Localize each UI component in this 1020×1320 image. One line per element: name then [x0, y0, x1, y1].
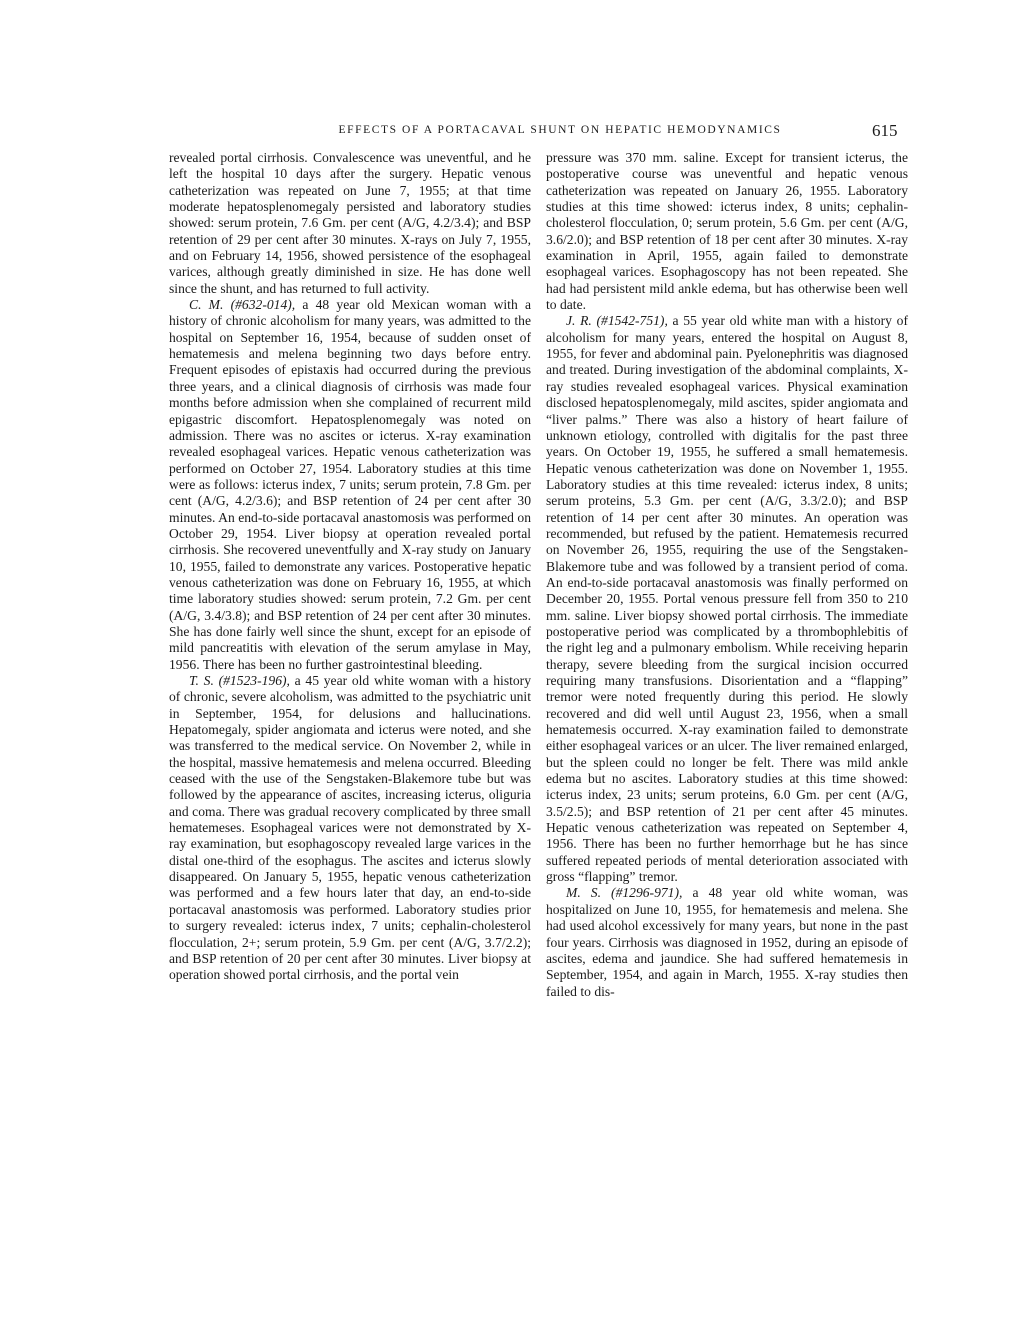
- paragraph-text: a 45 year old white woman with a history of chronic, severe alcoholism, was admitted to the psychiatric unit in September, 1954, for delusions and hallucinations. Hepatomegaly, spider angiomata and icterus were noted, and she was transferred to the medical service. On November 2, while in the hospital, massive hematemesis and melena occurred. Bleeding ceased with the use of the Sengstaken-Blakemore tube but was followed by the appearance of ascites, increasing icterus, oliguria and coma. There was gradual recovery complicated by three small hematemeses. Esophageal varices were not demonstrated by X-ray examination, but esophagoscopy revealed large varices in the distal one-third of the esophagus. The ascites and icterus slowly disappeared. On January 5, 1955, hepatic venous catheterization was performed and a few hours later that day, an end-to-side portacaval anastomosis was performed. Laboratory studies prior to surgery revealed: icterus index, 7 units; cephalin-cholesterol flocculation, 2+; serum protein, 5.9 Gm. per cent (A/G, 3.7/2.2); and BSP retention of 20 per cent after 30 minutes. Liver biopsy at operation showed portal cirrhosis, and the portal vein: [169, 673, 532, 983]
- paragraph-text: a 48 year old white woman, was hospitalized on June 10, 1955, for hematemesis and melena. She had used alcohol excessively for many years, but none in the past four years. Cirrhosis was diagnosed in 1952, during an episode of ascites, edema and jaundice. She had suffered hematemesis in September, 1954, and again in March, 1955. X-ray studies then failed to dis-: [546, 885, 908, 999]
- paragraph: [546, 150, 908, 313]
- paragraph-text: revealed portal cirrhosis. Convalescence was uneventful, and he left the hospital 10 days after the surgery. Hepatic venous catheterization was repeated on June 7, 1955; at that time moderate hepatosplenomegaly persisted and laboratory studies showed: serum protein, 7.6 Gm. per cent (A/G, 4.2/3.4); and BSP retention of 29 per cent after 30 minutes. X-rays on July 7, 1955, and on February 14, 1956, showed persistence of the esophageal varices, although greatly diminished in size. He has done well since the shunt, and has returned to full activity.: [169, 150, 531, 296]
- paragraph-text: pressure was 370 mm. saline. Except for transient icterus, the postoperative course was uneventful and hepatic venous catheterization was repeated on January 26, 1955. Laboratory studies at this time showed: icterus index, 8 units; cephalin-cholesterol flocculation, 0; serum protein, 5.6 Gm. per cent (A/G, 3.6/2.0); and BSP retention of 18 per cent after 30 minutes. X-ray examination in April, 1955, again failed to demonstrate esophageal varices. Esophagoscopy has not been repeated. She had had persistent mild ankle edema, but has otherwise been well to date.: [546, 150, 908, 313]
- left-column: [169, 150, 531, 984]
- page-number: 615: [872, 121, 898, 140]
- running-title: EFFECTS OF A PORTACAVAL SHUNT ON HEPATIC HEMODYNAMICS: [338, 124, 782, 136]
- paragraph: [169, 150, 531, 297]
- case-paragraph: [169, 297, 531, 673]
- case-paragraph: [546, 885, 908, 999]
- paragraph-text: a 55 year old white man with a history of alcoholism for many years, entered the hospital on August 8, 1955, for fever and abdominal pain. Pyelonephritis was diagnosed and treated. During investigation of the abdominal complaints, X-ray studies revealed esophageal varices. Physical examination disclosed hepatosplenomegaly, mild ascites, spider angiomata and “liver palms.” There was also a history of heart failure of unknown etiology, controlled with digitalis for the past three years. On October 19, 1955, he suffered a small hematemesis. Hepatic venous catheterization was done on November 1, 1955. Laboratory studies at this time revealed: icterus index, 8 units; serum proteins, 5.3 Gm. per cent (A/G, 3.3/2.0); and BSP retention of 14 per cent after 30 minutes. An operation was recommended, but refused by the patient. Hematemesis recurred on November 26, 1955, requiring the use of the Sengstaken-Blakemore tube and was followed by a transient period of coma. An end-to-side portacaval anastomosis was finally performed on December 20, 1955. Portal venous pressure fell from 350 to 210 mm. saline. Liver biopsy showed portal cirrhosis. The immediate postoperative period was complicated by a thrombophlebitis of the right leg and a pulmonary embolism. While receiving heparin therapy, severe bleeding from the surgical incision occurred requiring many transfusions. Disorientation and a “flapping” tremor were noted frequently during this period. He slowly recovered and did well until August 23, 1956, when a small hematemesis occurred. X-ray examination failed to demonstrate either esophageal varices or an ulcer. The liver remained enlarged, but the spleen could no longer be felt. There was mild ankle edema but no ascites. Laboratory studies at this time showed: icterus index, 23 units; serum proteins, 6.0 Gm. per cent (A/G, 3.5/2.5); and BSP retention of 21 per cent after 45 minutes. Hepatic venous catheterization was repeated on September 4, 1956. There has been no further hemorrhage but he has since suffered repeated periods of mental deterioration associated with gross “flapping” tremor.: [546, 313, 908, 885]
- case-identifier: J. R. (#1542-751),: [566, 313, 668, 329]
- case-identifier: M. S. (#1296-971),: [566, 885, 683, 901]
- case-identifier: C. M. (#632-014),: [189, 297, 296, 313]
- paragraph-text: a 48 year old Mexican woman with a history of chronic alcoholism for many years, was admitted to the hospital on September 16, 1954, because of sudden onset of hematemesis and melena beginning two days before entry. Frequent episodes of epistaxis had occurred during the previous three years, and a clinical diagnosis of cirrhosis was made four months before admission when she complained of recurrent mild epigastric discomfort. Hepatosplenomegaly was noted on admission. There was no ascites or icterus. X-ray examination revealed esophageal varices. Hepatic venous catheterization was performed on October 27, 1954. Laboratory studies at this time were as follows: icterus index, 7 units; serum protein, 7.8 Gm. per cent (A/G, 4.2/3.6); and BSP retention of 24 per cent after 30 minutes. An end-to-side portacaval anastomosis was performed on October 29, 1954. Liver biopsy at operation revealed portal cirrhosis. She recovered uneventfully and X-ray study on January 10, 1955, failed to demonstrate any varices. Postoperative hepatic venous catheterization was done on February 16, 1955, at which time laboratory studies showed: serum protein, 7.2 Gm. per cent (A/G, 3.4/3.8); and BSP retention of 24 per cent after 30 minutes. She has done fairly well since the shunt, except for an episode of mild pancreatitis with elevation of the serum amylase in May, 1956. There has been no further gastrointestinal bleeding.: [169, 297, 532, 672]
- right-column: [546, 150, 908, 1000]
- case-paragraph: [546, 313, 908, 885]
- page-header: [0, 121, 1020, 144]
- case-identifier: T. S. (#1523-196),: [189, 673, 290, 688]
- case-paragraph: [169, 673, 531, 984]
